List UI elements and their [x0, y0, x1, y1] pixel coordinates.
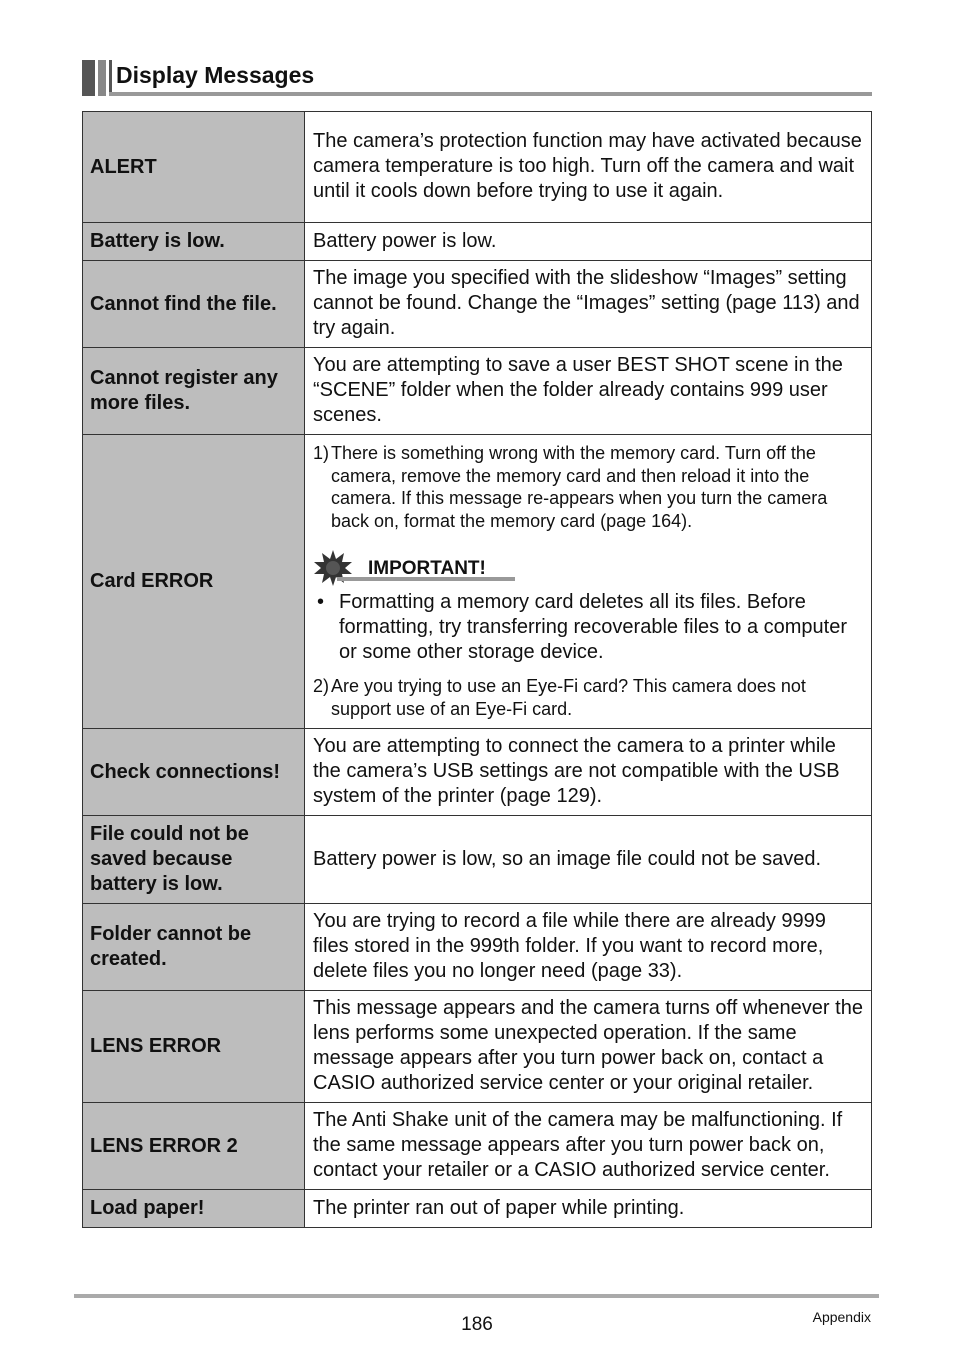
message-name: Card ERROR: [83, 435, 305, 729]
table-row: [83, 261, 872, 348]
heading-marker: [82, 60, 95, 96]
item-text: There is something wrong with the memory card. Turn off the camera, remove the memory card and then reload it into the camera. If this message re-appears when you turn the camera back on, format the memory card (page 164).: [331, 443, 828, 531]
message-name: Battery is low.: [83, 223, 305, 261]
message-description: [305, 435, 872, 729]
important-label: IMPORTANT!: [368, 558, 486, 579]
message-description: The printer ran out of paper while printing.: [305, 1190, 872, 1228]
message-name: Folder cannot be created.: [83, 904, 305, 991]
message-description: Battery power is low, so an image file could not be saved.: [305, 816, 872, 904]
message-description: You are attempting to connect the camera to a printer while the camera’s USB settings are not compatible with the USB system of the printer (page 129).: [305, 729, 872, 816]
item-text: Are you trying to use an Eye-Fi card? This camera does not support use of an Eye-Fi card.: [331, 676, 806, 719]
table-row: [83, 348, 872, 435]
table-row: [83, 729, 872, 816]
table-row: [83, 223, 872, 261]
heading-marker: [98, 60, 106, 96]
footer-rule: [74, 1294, 879, 1298]
bullet-mark: •: [317, 591, 325, 613]
message-name: LENS ERROR: [83, 991, 305, 1103]
table-row: [83, 435, 872, 729]
section-name: Appendix: [812, 1309, 871, 1325]
message-description: You are trying to record a file while there are already 9999 files stored in the 999th folder. If you want to record more, delete files you no longer need (page 33).: [305, 904, 872, 991]
heading-marker: [109, 60, 112, 96]
item-number: 2): [313, 676, 330, 696]
section-heading: [82, 58, 872, 98]
item-number: 1): [313, 443, 330, 463]
important-bullet: [313, 590, 863, 665]
message-name: ALERT: [83, 112, 305, 223]
message-description: Battery power is low.: [305, 223, 872, 261]
numbered-item: [313, 442, 863, 532]
message-description: You are attempting to save a user BEST SHOT scene in the “SCENE” folder when the folder already contains 999 user scenes.: [305, 348, 872, 435]
table-row: [83, 1190, 872, 1228]
message-name: Check connections!: [83, 729, 305, 816]
message-name: Cannot find the file.: [83, 261, 305, 348]
message-description: The Anti Shake unit of the camera may be malfunctioning. If the same message appears after you turn power back on, contact your retailer or a CASIO authorized service center.: [305, 1103, 872, 1190]
message-name: Cannot register any more files.: [83, 348, 305, 435]
message-name: LENS ERROR 2: [83, 1103, 305, 1190]
page-number: 186: [461, 1314, 493, 1335]
numbered-item: [313, 675, 863, 720]
table-row: [83, 816, 872, 904]
page-title: Display Messages: [116, 62, 315, 88]
important-callout: [313, 550, 863, 588]
heading-rule: [109, 92, 872, 96]
bullet-text: Formatting a memory card deletes all its files. Before formatting, try transferring recoverable files to a computer or some other storage device.: [339, 591, 847, 663]
message-description: The image you specified with the slideshow “Images” setting cannot be found. Change the “Images” setting (page 113) and try again.: [305, 261, 872, 348]
messages-table: [82, 111, 872, 1228]
message-description: This message appears and the camera turns off whenever the lens performs some unexpected operation. If the same message appears after you turn power back on, contact a CASIO authorized service center or your original retailer.: [305, 991, 872, 1103]
table-row: [83, 904, 872, 991]
message-description: The camera’s protection function may have activated because camera temperature is too high. Turn off the camera and wait until it cools down before trying to use it again.: [305, 112, 872, 223]
table-row: [83, 112, 872, 223]
message-name: Load paper!: [83, 1190, 305, 1228]
message-name: File could not be saved because battery is low.: [83, 816, 305, 904]
table-row: [83, 991, 872, 1103]
table-row: [83, 1103, 872, 1190]
